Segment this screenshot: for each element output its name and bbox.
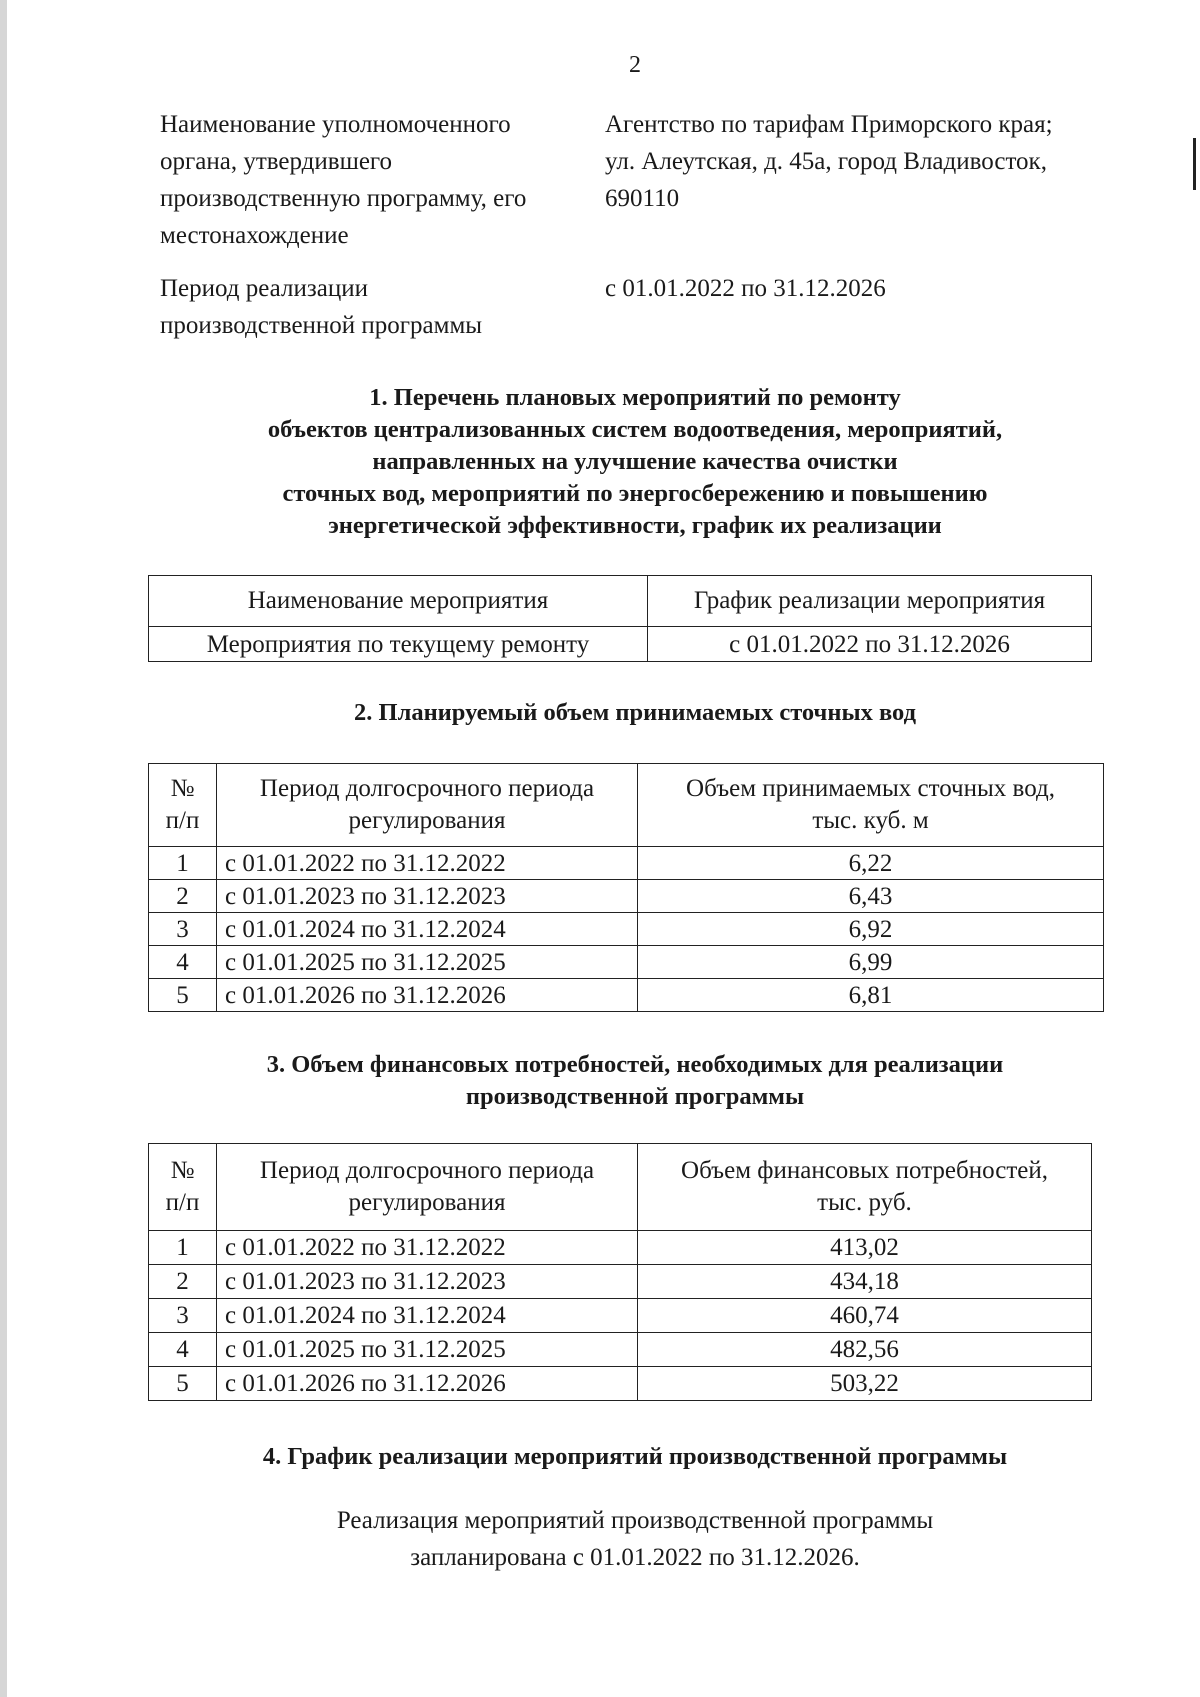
cell-finance: 503,22 xyxy=(638,1367,1092,1401)
cell-period: с 01.01.2023 по 31.12.2023 xyxy=(217,1265,638,1299)
cell-num: 4 xyxy=(149,946,217,979)
cell-period: с 01.01.2022 по 31.12.2022 xyxy=(217,847,638,880)
cell-period: с 01.01.2026 по 31.12.2026 xyxy=(217,979,638,1012)
cell-num: 3 xyxy=(149,1299,217,1333)
cell-num: 2 xyxy=(149,1265,217,1299)
cell-volume: 6,92 xyxy=(638,913,1104,946)
section3-title: 3. Объем финансовых потребностей, необходимых для реализации производственной программы xyxy=(266,1051,1004,1110)
header-cell-num: № п/п xyxy=(149,1144,217,1231)
cell-finance: 460,74 xyxy=(638,1299,1092,1333)
cell-period: с 01.01.2025 по 31.12.2025 xyxy=(217,1333,638,1367)
table-row xyxy=(149,1299,1092,1333)
cell-num: 1 xyxy=(149,1231,217,1265)
header-cell-period: Период долгосрочного периода регулирования xyxy=(217,1144,638,1231)
cell-period: с 01.01.2024 по 31.12.2024 xyxy=(217,1299,638,1333)
cell-volume: 6,81 xyxy=(638,979,1104,1012)
section1-title: 1. Перечень плановых мероприятий по ремонту объектов централизованных систем водоотведения, мероприятий, направленных на улучшение качества очистки сточных вод, мероприятий по энергосбережению и повышению энергетической эффективности, график их реализации xyxy=(267,384,1003,539)
section2-table xyxy=(148,763,1104,1012)
cell-period: с 01.01.2023 по 31.12.2023 xyxy=(217,880,638,913)
cell-period: с 01.01.2025 по 31.12.2025 xyxy=(217,946,638,979)
section4-title: 4. График реализации мероприятий производственной программы xyxy=(262,1443,1008,1470)
section4-text: Реализация мероприятий производственной программы запланирована с 01.01.2022 по 31.12.2026. xyxy=(336,1507,934,1571)
table-row xyxy=(149,913,1104,946)
info-value: Агентство по тарифам Приморского края; ул. Алеутская, д. 45а, город Владивосток, 690110 xyxy=(605,111,1053,212)
cell-num: 1 xyxy=(149,847,217,880)
header-cell-num: № п/п xyxy=(149,764,217,847)
cell-num: 4 xyxy=(149,1333,217,1367)
header-cell-event: Наименование мероприятия xyxy=(149,576,648,627)
table-row xyxy=(149,1333,1092,1367)
cell-period: с 01.01.2022 по 31.12.2022 xyxy=(217,1231,638,1265)
page-number: 2 xyxy=(629,52,641,78)
header-cell-finance: Объем финансовых потребностей, тыс. руб. xyxy=(638,1144,1092,1231)
table-header-row xyxy=(149,576,1092,627)
table-row xyxy=(149,1265,1092,1299)
table-row xyxy=(149,1231,1092,1265)
cell-volume: 6,99 xyxy=(638,946,1104,979)
table-row xyxy=(149,979,1104,1012)
cell-num: 5 xyxy=(149,979,217,1012)
cell-volume: 6,43 xyxy=(638,880,1104,913)
info-value: с 01.01.2022 по 31.12.2026 xyxy=(605,275,886,302)
section3-table xyxy=(148,1143,1092,1401)
cell-num: 5 xyxy=(149,1367,217,1401)
cell-finance: 434,18 xyxy=(638,1265,1092,1299)
table-header-row xyxy=(149,1144,1092,1231)
table-row xyxy=(149,847,1104,880)
cell-period: с 01.01.2026 по 31.12.2026 xyxy=(217,1367,638,1401)
info-label: Наименование уполномоченного органа, утвердившего производственную программу, его местонахождение xyxy=(160,111,527,249)
table-row xyxy=(149,880,1104,913)
header-cell-volume: Объем принимаемых сточных вод, тыс. куб. м xyxy=(638,764,1104,847)
section1-table xyxy=(148,575,1092,662)
table-row xyxy=(149,1367,1092,1401)
table-row xyxy=(149,627,1092,662)
cell-finance: 413,02 xyxy=(638,1231,1092,1265)
cell-period: с 01.01.2024 по 31.12.2024 xyxy=(217,913,638,946)
cell-event-name: Мероприятия по текущему ремонту xyxy=(149,627,648,662)
cell-volume: 6,22 xyxy=(638,847,1104,880)
cell-num: 2 xyxy=(149,880,217,913)
cell-event-schedule: с 01.01.2022 по 31.12.2026 xyxy=(648,627,1092,662)
cell-finance: 482,56 xyxy=(638,1333,1092,1367)
info-label: Период реализации производственной программы xyxy=(160,275,483,339)
table-header-row xyxy=(149,764,1104,847)
table-row xyxy=(149,946,1104,979)
header-cell-schedule: График реализации мероприятия xyxy=(648,576,1092,627)
scan-right-mark xyxy=(1193,138,1196,190)
cell-num: 3 xyxy=(149,913,217,946)
section2-title: 2. Планируемый объем принимаемых сточных вод xyxy=(354,699,916,726)
header-cell-period: Период долгосрочного периода регулирования xyxy=(217,764,638,847)
